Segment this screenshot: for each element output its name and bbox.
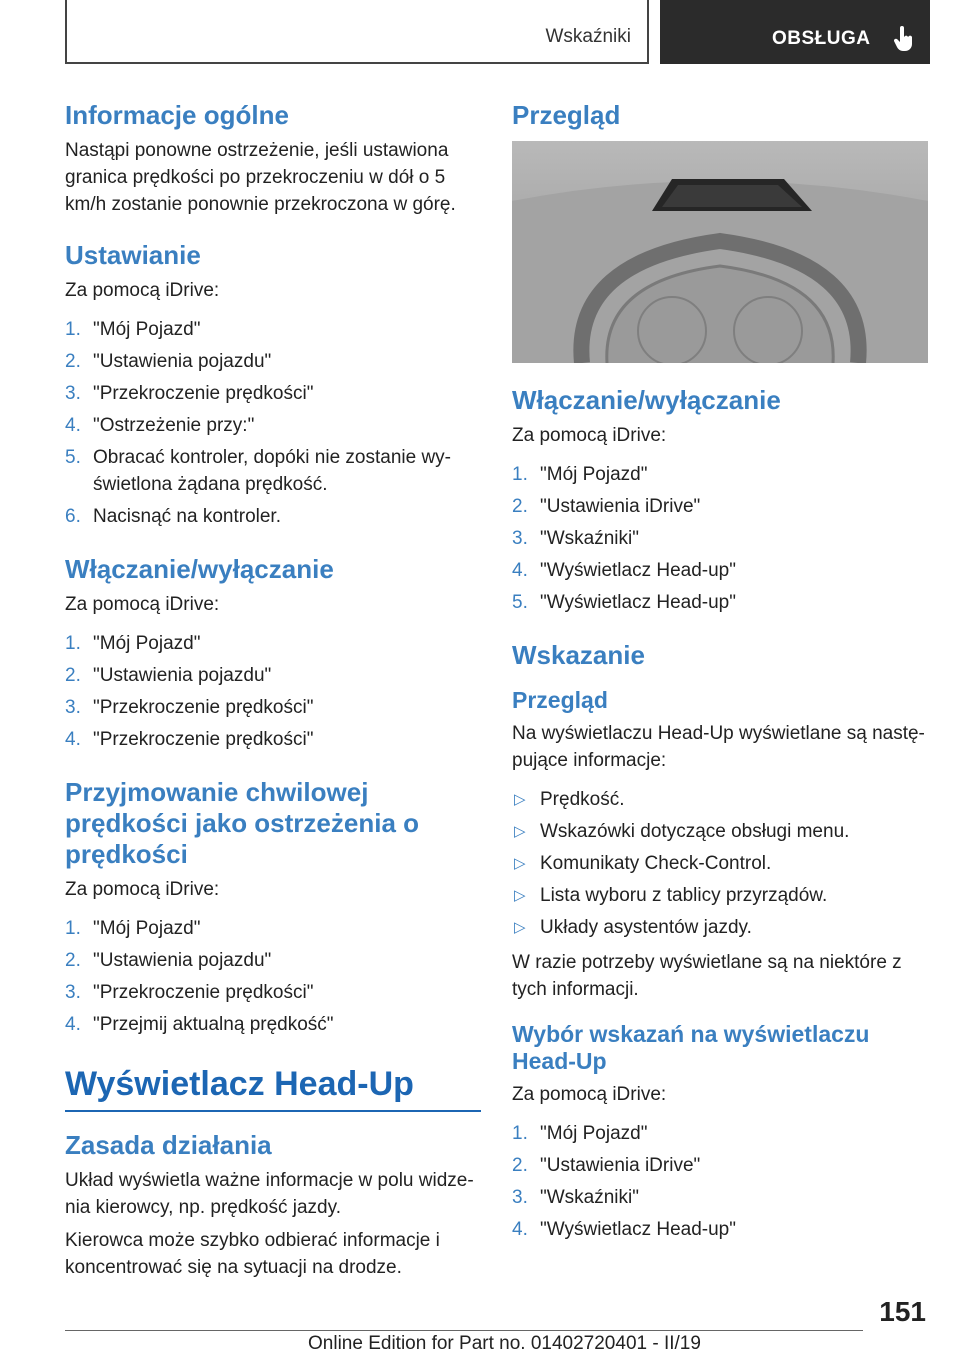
adopt-speed-intro: Za pomocą iDrive: — [65, 879, 220, 900]
list-item: 4. "Wyświetlacz Head-up" — [512, 1219, 736, 1240]
select-display-steps — [512, 1120, 928, 1243]
select-display-intro: Za pomocą iDrive: — [512, 1084, 667, 1105]
list-item: 1. "Mój Pojazd" — [512, 464, 648, 485]
list-item: ▷ Prędkość. — [514, 789, 625, 810]
footer-divider — [65, 1330, 863, 1331]
left-column — [65, 100, 481, 1287]
list-item: 3. "Wskaźniki" — [512, 1187, 639, 1208]
section-title-adopt-speed: Przyjmowanie chwilowej prędkości jako ostrzeżenia o prędkości — [65, 777, 420, 869]
setting-steps — [65, 316, 481, 530]
list-item: 1. "Mój Pojazd" — [65, 918, 201, 939]
on-off-hud-steps — [512, 461, 928, 616]
principle-text-2: Kierowca może szybko odbierać informacje i koncentrować się na sytuacji na drodze. — [65, 1230, 440, 1278]
chapter-title-rule — [65, 1110, 481, 1112]
page-number: 151 — [879, 1296, 926, 1327]
list-item: ▷ Komunikaty Check-Control. — [514, 853, 772, 874]
hand-pointer-icon — [894, 26, 914, 52]
list-item: 4. "Przejmij aktualną prędkość" — [65, 1014, 334, 1035]
list-item: 3. "Wskaźniki" — [512, 528, 639, 549]
section-title-on-off-hud: Włączanie/wyłączanie — [512, 385, 781, 415]
list-item: 5. "Wyświetlacz Head-up" — [512, 592, 736, 613]
list-item: 6. Nacisnąć na kontroler. — [65, 506, 281, 527]
chapter-title-head-up-display: Wyświetlacz Head-Up — [65, 1065, 414, 1103]
list-item: 2. "Ustawienia iDrive" — [512, 496, 701, 517]
list-item: 4. "Przekroczenie prędkości" — [65, 729, 314, 750]
list-item: 1. "Mój Pojazd" — [65, 319, 201, 340]
overview-text: Na wyświetlaczu Head-Up wyświetlane są nastę-pujące informacje: — [512, 723, 925, 771]
subsection-title-overview: Przegląd — [512, 687, 608, 713]
list-item: 4. "Wyświetlacz Head-up" — [512, 560, 736, 581]
general-info-text: Nastąpi ponowne ostrzeżenie, jeśli ustawiona granica prędkości po przekroczeniu w dół o 5 km/h zostanie ponownie przekroczona w górę. — [65, 140, 456, 215]
subsection-title-select-display: Wybór wskazań na wyświetlaczu Head-Up — [512, 1021, 870, 1074]
section-title-general-info: Informacje ogólne — [65, 100, 289, 130]
list-item: ▷ Lista wyboru z tablicy przyrządów. — [514, 885, 828, 906]
list-item: 1. "Mój Pojazd" — [65, 633, 201, 654]
section-title-setting: Ustawianie — [65, 240, 201, 270]
principle-text-1: Układ wyświetla ważne informacje w polu widze-nia kierowcy, np. prędkość jazdy. — [65, 1170, 474, 1218]
list-item: 3. "Przekroczenie prędkości" — [65, 383, 314, 404]
setting-intro: Za pomocą iDrive: — [65, 280, 220, 301]
header-section-title: Wskaźniki — [545, 26, 631, 47]
list-item: 4. "Ostrzeżenie przy:" — [65, 415, 255, 436]
on-off-intro: Za pomocą iDrive: — [65, 594, 220, 615]
section-title-principle: Zasada działania — [65, 1130, 272, 1160]
list-item: 5. Obracać kontroler, dopóki nie zostanie wy-świetlona żądana prędkość. — [65, 447, 452, 495]
list-item: 2. "Ustawienia iDrive" — [512, 1155, 701, 1176]
list-item: ▷ Wskazówki dotyczące obsługi menu. — [514, 821, 850, 842]
list-item: 2. "Ustawienia pojazdu" — [65, 665, 272, 686]
overview-after-text: W razie potrzeby wyświetlane są na niektóre z tych informacji. — [512, 952, 902, 1000]
footer-edition-text: Online Edition for Part no. 01402720401 - II/19 — [308, 1333, 701, 1354]
overview-bullets — [512, 786, 928, 941]
list-item: 2. "Ustawienia pojazdu" — [65, 950, 272, 971]
header-chapter-label: OBSŁUGA — [772, 28, 871, 49]
list-item: 1. "Mój Pojazd" — [512, 1123, 648, 1144]
head-up-display-photo — [512, 141, 928, 363]
adopt-speed-steps — [65, 915, 481, 1038]
right-column — [512, 100, 928, 1257]
section-title-overview: Przegląd — [512, 100, 621, 130]
list-item: 2. "Ustawienia pojazdu" — [65, 351, 272, 372]
list-item: 3. "Przekroczenie prędkości" — [65, 982, 314, 1003]
section-title-on-off: Włączanie/wyłączanie — [65, 554, 334, 584]
header-chapter-tab — [660, 0, 930, 64]
header-section-box — [65, 0, 649, 64]
section-title-display: Wskazanie — [512, 640, 645, 670]
on-off-steps — [65, 630, 481, 753]
list-item: ▷ Układy asystentów jazdy. — [514, 917, 752, 938]
on-off-hud-intro: Za pomocą iDrive: — [512, 425, 667, 446]
list-item: 3. "Przekroczenie prędkości" — [65, 697, 314, 718]
